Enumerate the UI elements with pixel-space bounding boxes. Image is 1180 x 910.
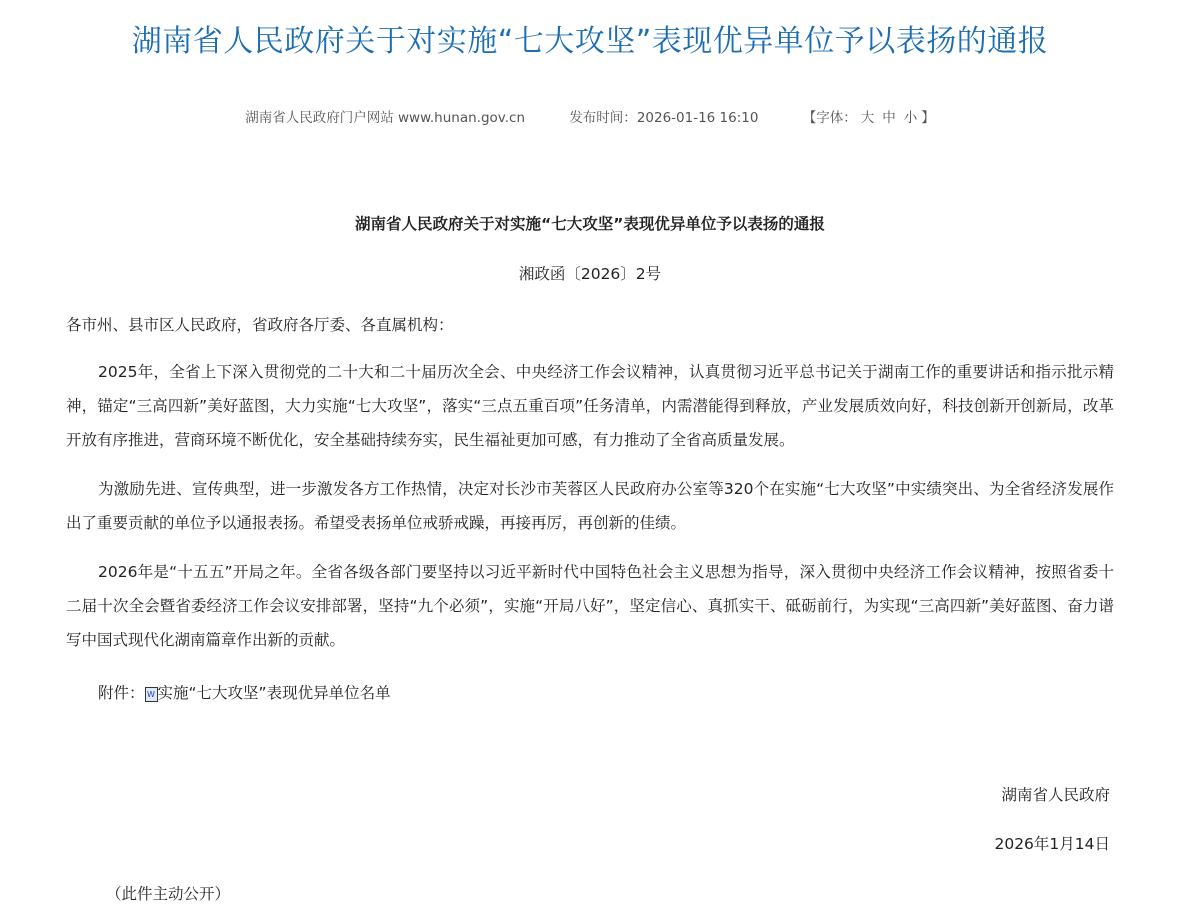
- disclosure-note: （此件主动公开）: [106, 885, 231, 903]
- document-title: 湖南省人民政府关于对实施“七大攻坚”表现优异单位予以表扬的通报: [355, 215, 825, 233]
- publish-time: [569, 110, 758, 126]
- date: 2026年1月14日: [994, 835, 1110, 853]
- publish-time-value: 2026-01-16 16:10: [636, 110, 759, 126]
- publish-label: 发布时间：: [569, 110, 637, 126]
- attachment: [98, 681, 391, 703]
- attachment-link[interactable]: 实施“七大攻坚”表现优异单位名单: [157, 684, 391, 702]
- paragraph: 为激励先进、宣传典型，进一步激发各方工作热情，决定对长沙市芙蓉区人民政府办公室等320个在实施“七大攻坚”中实绩突出、为全省经济发展作出了重要贡献的单位予以通报表扬。希望受表扬单位戒骄戒躁，再接再厉，再创新的佳绩。: [66, 480, 1114, 532]
- page-title: 湖南省人民政府关于对实施“七大攻坚”表现优异单位予以表扬的通报: [131, 24, 1049, 59]
- signer: 湖南省人民政府: [1001, 786, 1110, 804]
- font-large-button[interactable]: 大: [860, 110, 875, 126]
- addressee: 各市州、县市区人民政府，省政府各厅委、各直属机构：: [66, 316, 454, 334]
- font-size-controls: [803, 110, 935, 126]
- font-close: 】: [921, 110, 935, 126]
- attachment-label: 附件：: [98, 684, 145, 702]
- word-document-icon: W: [145, 687, 158, 702]
- font-small-button[interactable]: 小: [903, 110, 918, 126]
- font-open: 【字体：: [802, 110, 857, 126]
- paragraph: 2026年是“十五五”开局之年。全省各级各部门要坚持以习近平新时代中国特色社会主义思想为指导，深入贯彻中央经济工作会议精神，按照省委十二届十次全会暨省委经济工作会议安排部署，坚持“九个必须”，实施“开局八好”，坚定信心、真抓实干、砥砺前行，为实现“三高四新”美好蓝图、奋力谱写中国式现代化湖南篇章作出新的贡献。: [66, 563, 1114, 649]
- document-number: 湘政函〔2026〕2号: [518, 265, 662, 283]
- paragraph: 2025年，全省上下深入贯彻党的二十大和二十届历次全会、中央经济工作会议精神，认真贯彻习近平总书记关于湖南工作的重要讲话和指示批示精神，锚定“三高四新”美好蓝图，大力实施“七大攻坚”，落实“三点五重百项”任务清单，内需潜能得到释放，产业发展质效向好，科技创新开创新局，改革开放有序推进，营商环境不断优化，安全基础持续夯实，民生福祉更加可感，有力推动了全省高质量发展。: [66, 363, 1114, 449]
- font-medium-button[interactable]: 中: [882, 110, 896, 126]
- article-meta: [0, 106, 1180, 126]
- source: 湖南省人民政府门户网站 www.hunan.gov.cn: [245, 110, 526, 126]
